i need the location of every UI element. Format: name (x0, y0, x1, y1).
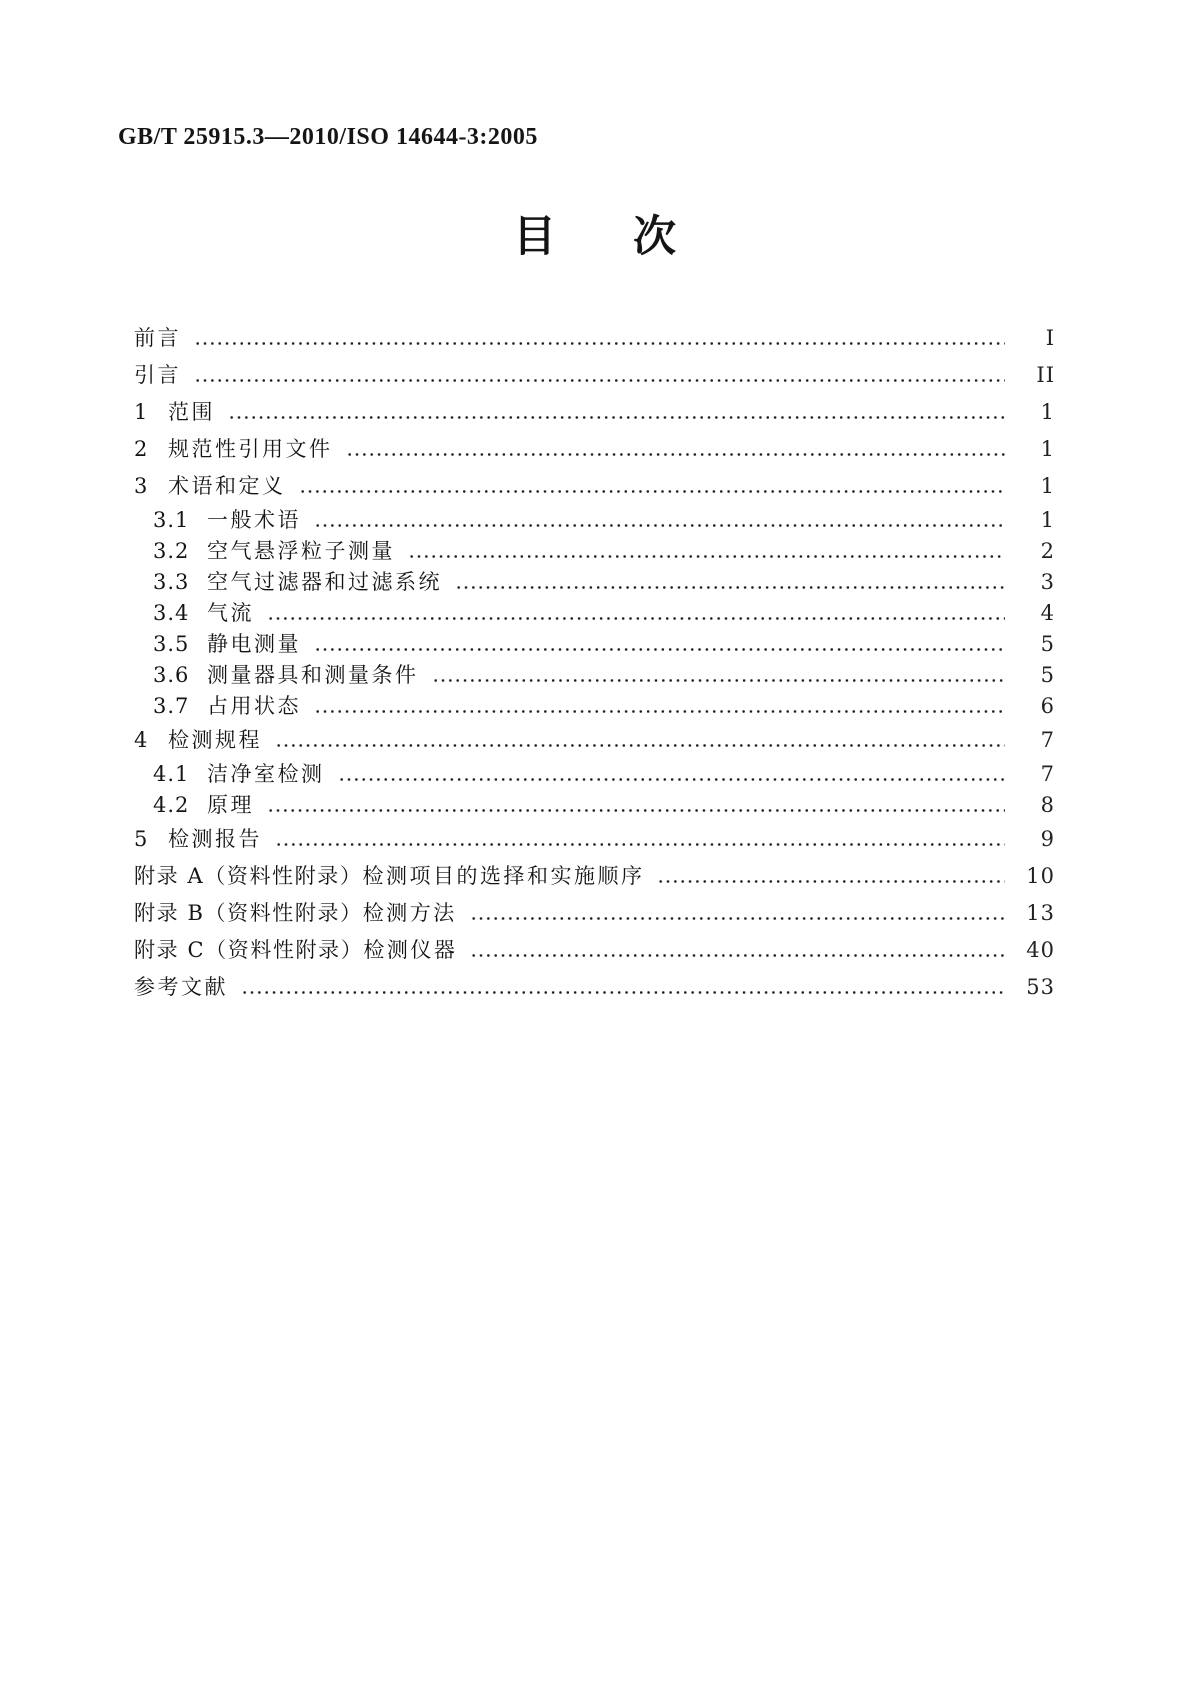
dot-leader (407, 539, 1005, 565)
dot-leader (313, 632, 1005, 658)
toc-entry-page: 7 (1040, 762, 1055, 786)
toc-row (134, 567, 1055, 598)
toc-entry-label: 检测规程 (168, 728, 262, 752)
toc-entry-number: 4.2 (153, 793, 190, 817)
toc-row (134, 320, 1055, 357)
toc-entry-label: 洁净室检测 (207, 762, 325, 786)
dot-leader (656, 864, 1005, 890)
dot-leader (431, 663, 1006, 689)
dot-leader (274, 827, 1005, 853)
toc-entry-page: 3 (1040, 570, 1055, 594)
toc-row (134, 660, 1055, 691)
toc-entry-title: 检测方法 (362, 901, 457, 925)
dot-leader (469, 901, 1005, 927)
toc-entry-label: 附录 C（资料性附录） (134, 938, 364, 962)
toc-row (134, 722, 1055, 759)
toc-row (134, 858, 1055, 895)
toc-row (134, 895, 1055, 932)
toc-entry-page: 13 (1026, 901, 1055, 925)
dot-leader (193, 363, 1005, 389)
toc-entry-label: 占用状态 (207, 694, 301, 718)
toc-row (134, 629, 1055, 660)
dot-leader (337, 762, 1006, 788)
toc-entry-label: 气流 (207, 601, 254, 625)
toc-entry-page: 10 (1026, 864, 1055, 888)
toc-entry-page: 8 (1040, 793, 1055, 817)
toc-row (134, 468, 1055, 505)
toc-entry-page: 7 (1040, 728, 1055, 752)
toc-entry-number: 3.5 (153, 632, 190, 656)
toc-entry-label: 检测报告 (168, 827, 262, 851)
toc-entry-label: 空气过滤器和过滤系统 (207, 570, 442, 594)
toc-entry-number: 3.1 (153, 508, 190, 532)
toc-entry-number: 3 (134, 474, 149, 498)
toc-entry-page: 1 (1040, 474, 1055, 498)
toc-row (134, 357, 1055, 394)
dot-leader (345, 437, 1006, 463)
dot-leader (227, 400, 1005, 426)
toc-entry-number: 1 (134, 400, 149, 424)
toc-entry-label: 引言 (134, 363, 181, 387)
dot-leader (454, 570, 1005, 596)
toc-entry-page: 1 (1040, 437, 1055, 461)
dot-leader (240, 975, 1005, 1001)
toc-entry-page: 2 (1040, 539, 1055, 563)
standard-number-header: GB/T 25915.3—2010/ISO 14644-3:2005 (118, 124, 538, 150)
toc-entry-label: 原理 (207, 793, 254, 817)
toc-row (134, 759, 1055, 790)
toc-entry-label: 前言 (134, 326, 181, 350)
dot-leader (313, 694, 1005, 720)
dot-leader (469, 938, 1005, 964)
toc-row (134, 394, 1055, 431)
toc-entry-number: 3.2 (153, 539, 190, 563)
toc-entry-number: 4 (134, 728, 149, 752)
dot-leader (298, 474, 1006, 500)
toc-entry-number: 3.3 (153, 570, 190, 594)
toc-entry-number: 3.6 (153, 663, 190, 687)
toc-entry-title: 检测仪器 (363, 938, 458, 962)
dot-leader (266, 601, 1005, 627)
toc-entry-title: 检测项目的选择和实施顺序 (362, 864, 645, 888)
toc-entry-number: 3.7 (153, 694, 190, 718)
toc-row (134, 505, 1055, 536)
page-title: 目 次 (513, 212, 678, 262)
toc-entry-label: 空气悬浮粒子测量 (207, 539, 395, 563)
dot-leader (274, 728, 1005, 754)
toc-entry-page: 1 (1040, 508, 1055, 532)
toc-entry-page: 53 (1026, 975, 1055, 999)
toc-row (134, 691, 1055, 722)
toc-entry-label: 一般术语 (207, 508, 301, 532)
toc-entry-page: 5 (1040, 632, 1055, 656)
toc-row (134, 790, 1055, 821)
toc-row (134, 536, 1055, 567)
toc-row (134, 932, 1055, 969)
toc-entry-label: 附录 B（资料性附录） (134, 901, 363, 925)
toc-row (134, 821, 1055, 858)
toc-entry-page: 4 (1040, 601, 1055, 625)
toc-entry-page: 40 (1026, 938, 1055, 962)
toc-entry-page: 5 (1040, 663, 1055, 687)
toc-entry-label: 参考文献 (134, 975, 228, 999)
toc-entry-number: 3.4 (153, 601, 190, 625)
toc-entry-label: 规范性引用文件 (168, 437, 333, 461)
toc-entry-page: I (1045, 326, 1055, 350)
dot-leader (193, 326, 1005, 352)
toc-row (134, 598, 1055, 629)
toc-entry-label: 测量器具和测量条件 (207, 663, 419, 687)
toc-entry-label: 附录 A（资料性附录） (134, 864, 363, 888)
toc-entry-page: 1 (1040, 400, 1055, 424)
toc-entry-number: 4.1 (153, 762, 190, 786)
toc-entry-page: II (1036, 363, 1055, 387)
table-of-contents (134, 320, 1055, 1006)
dot-leader (266, 793, 1005, 819)
toc-entry-page: 6 (1040, 694, 1055, 718)
toc-row (134, 431, 1055, 468)
toc-entry-label: 术语和定义 (168, 474, 286, 498)
toc-entry-label: 静电测量 (207, 632, 301, 656)
toc-row (134, 969, 1055, 1006)
toc-entry-label: 范围 (168, 400, 215, 424)
toc-entry-number: 2 (134, 437, 149, 461)
dot-leader (313, 508, 1005, 534)
toc-entry-number: 5 (134, 827, 149, 851)
toc-entry-page: 9 (1040, 827, 1055, 851)
